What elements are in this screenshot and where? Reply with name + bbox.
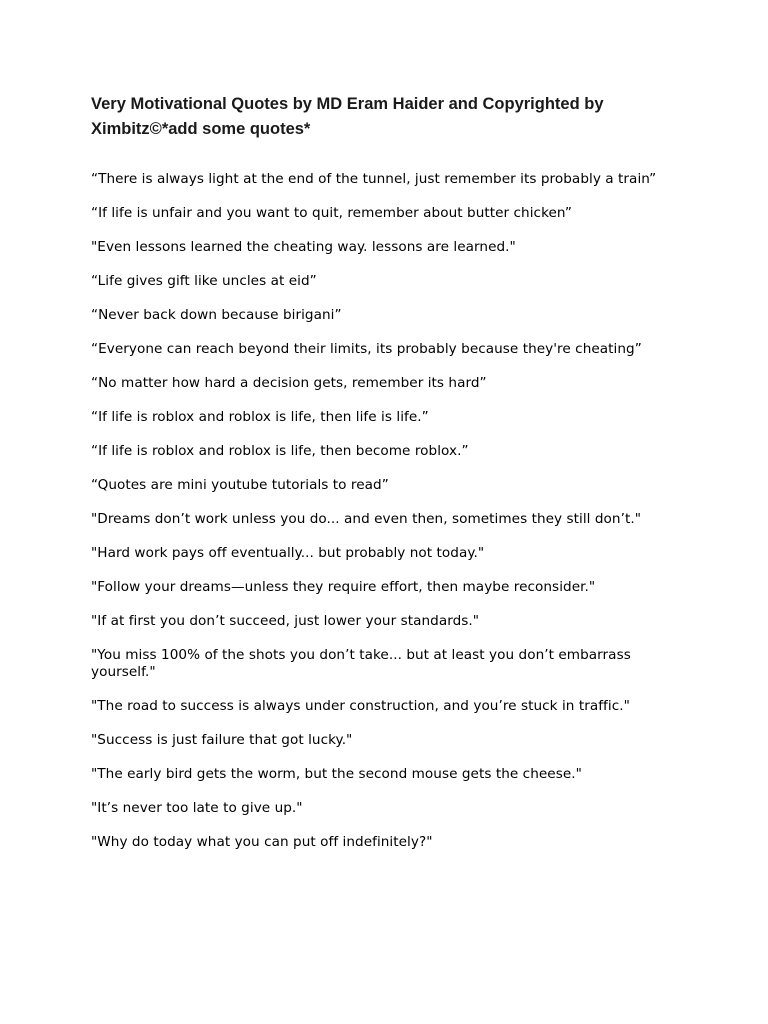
quote-item: "The early bird gets the worm, but the second mouse gets the cheese." [91,766,582,782]
quote-item: “Life gives gift like uncles at eid” [91,273,317,289]
quote-item: "Why do today what you can put off indefinitely?" [91,834,433,850]
quote-item: "Success is just failure that got lucky." [91,732,353,748]
quote-item: “There is always light at the end of the tunnel, just remember its probably a train” [91,171,657,187]
quote-item: “If life is roblox and roblox is life, then become roblox.” [91,443,469,459]
quote-item: “If life is unfair and you want to quit, remember about butter chicken” [91,205,572,221]
quote-item: “Everyone can reach beyond their limits, its probably because they're cheating” [91,341,642,357]
quote-item: "Even lessons learned the cheating way. lessons are learned." [91,239,516,255]
quote-item: “Never back down because birigani” [91,307,342,323]
quote-item: “No matter how hard a decision gets, remember its hard” [91,375,487,391]
quote-item: "Hard work pays off eventually... but probably not today." [91,545,485,561]
document-title: Very Motivational Quotes by MD Eram Haider and Copyrighted by Ximbitz©*add some quotes* [91,95,604,138]
quote-item: "Follow your dreams—unless they require effort, then maybe reconsider." [91,579,596,595]
quote-item: “Quotes are mini youtube tutorials to read” [91,477,389,493]
quote-item: "The road to success is always under construction, and you’re stuck in traffic." [91,698,630,714]
quote-item: "You miss 100% of the shots you don’t take... but at least you don’t embarrass yourself." [91,647,631,680]
quote-item: "If at first you don’t succeed, just lower your standards." [91,613,480,629]
quote-item: "It’s never too late to give up." [91,800,303,816]
quote-list [91,171,688,851]
quote-item: “If life is roblox and roblox is life, then life is life.” [91,409,429,425]
quote-item: "Dreams don’t work unless you do... and even then, sometimes they still don’t." [91,511,642,527]
